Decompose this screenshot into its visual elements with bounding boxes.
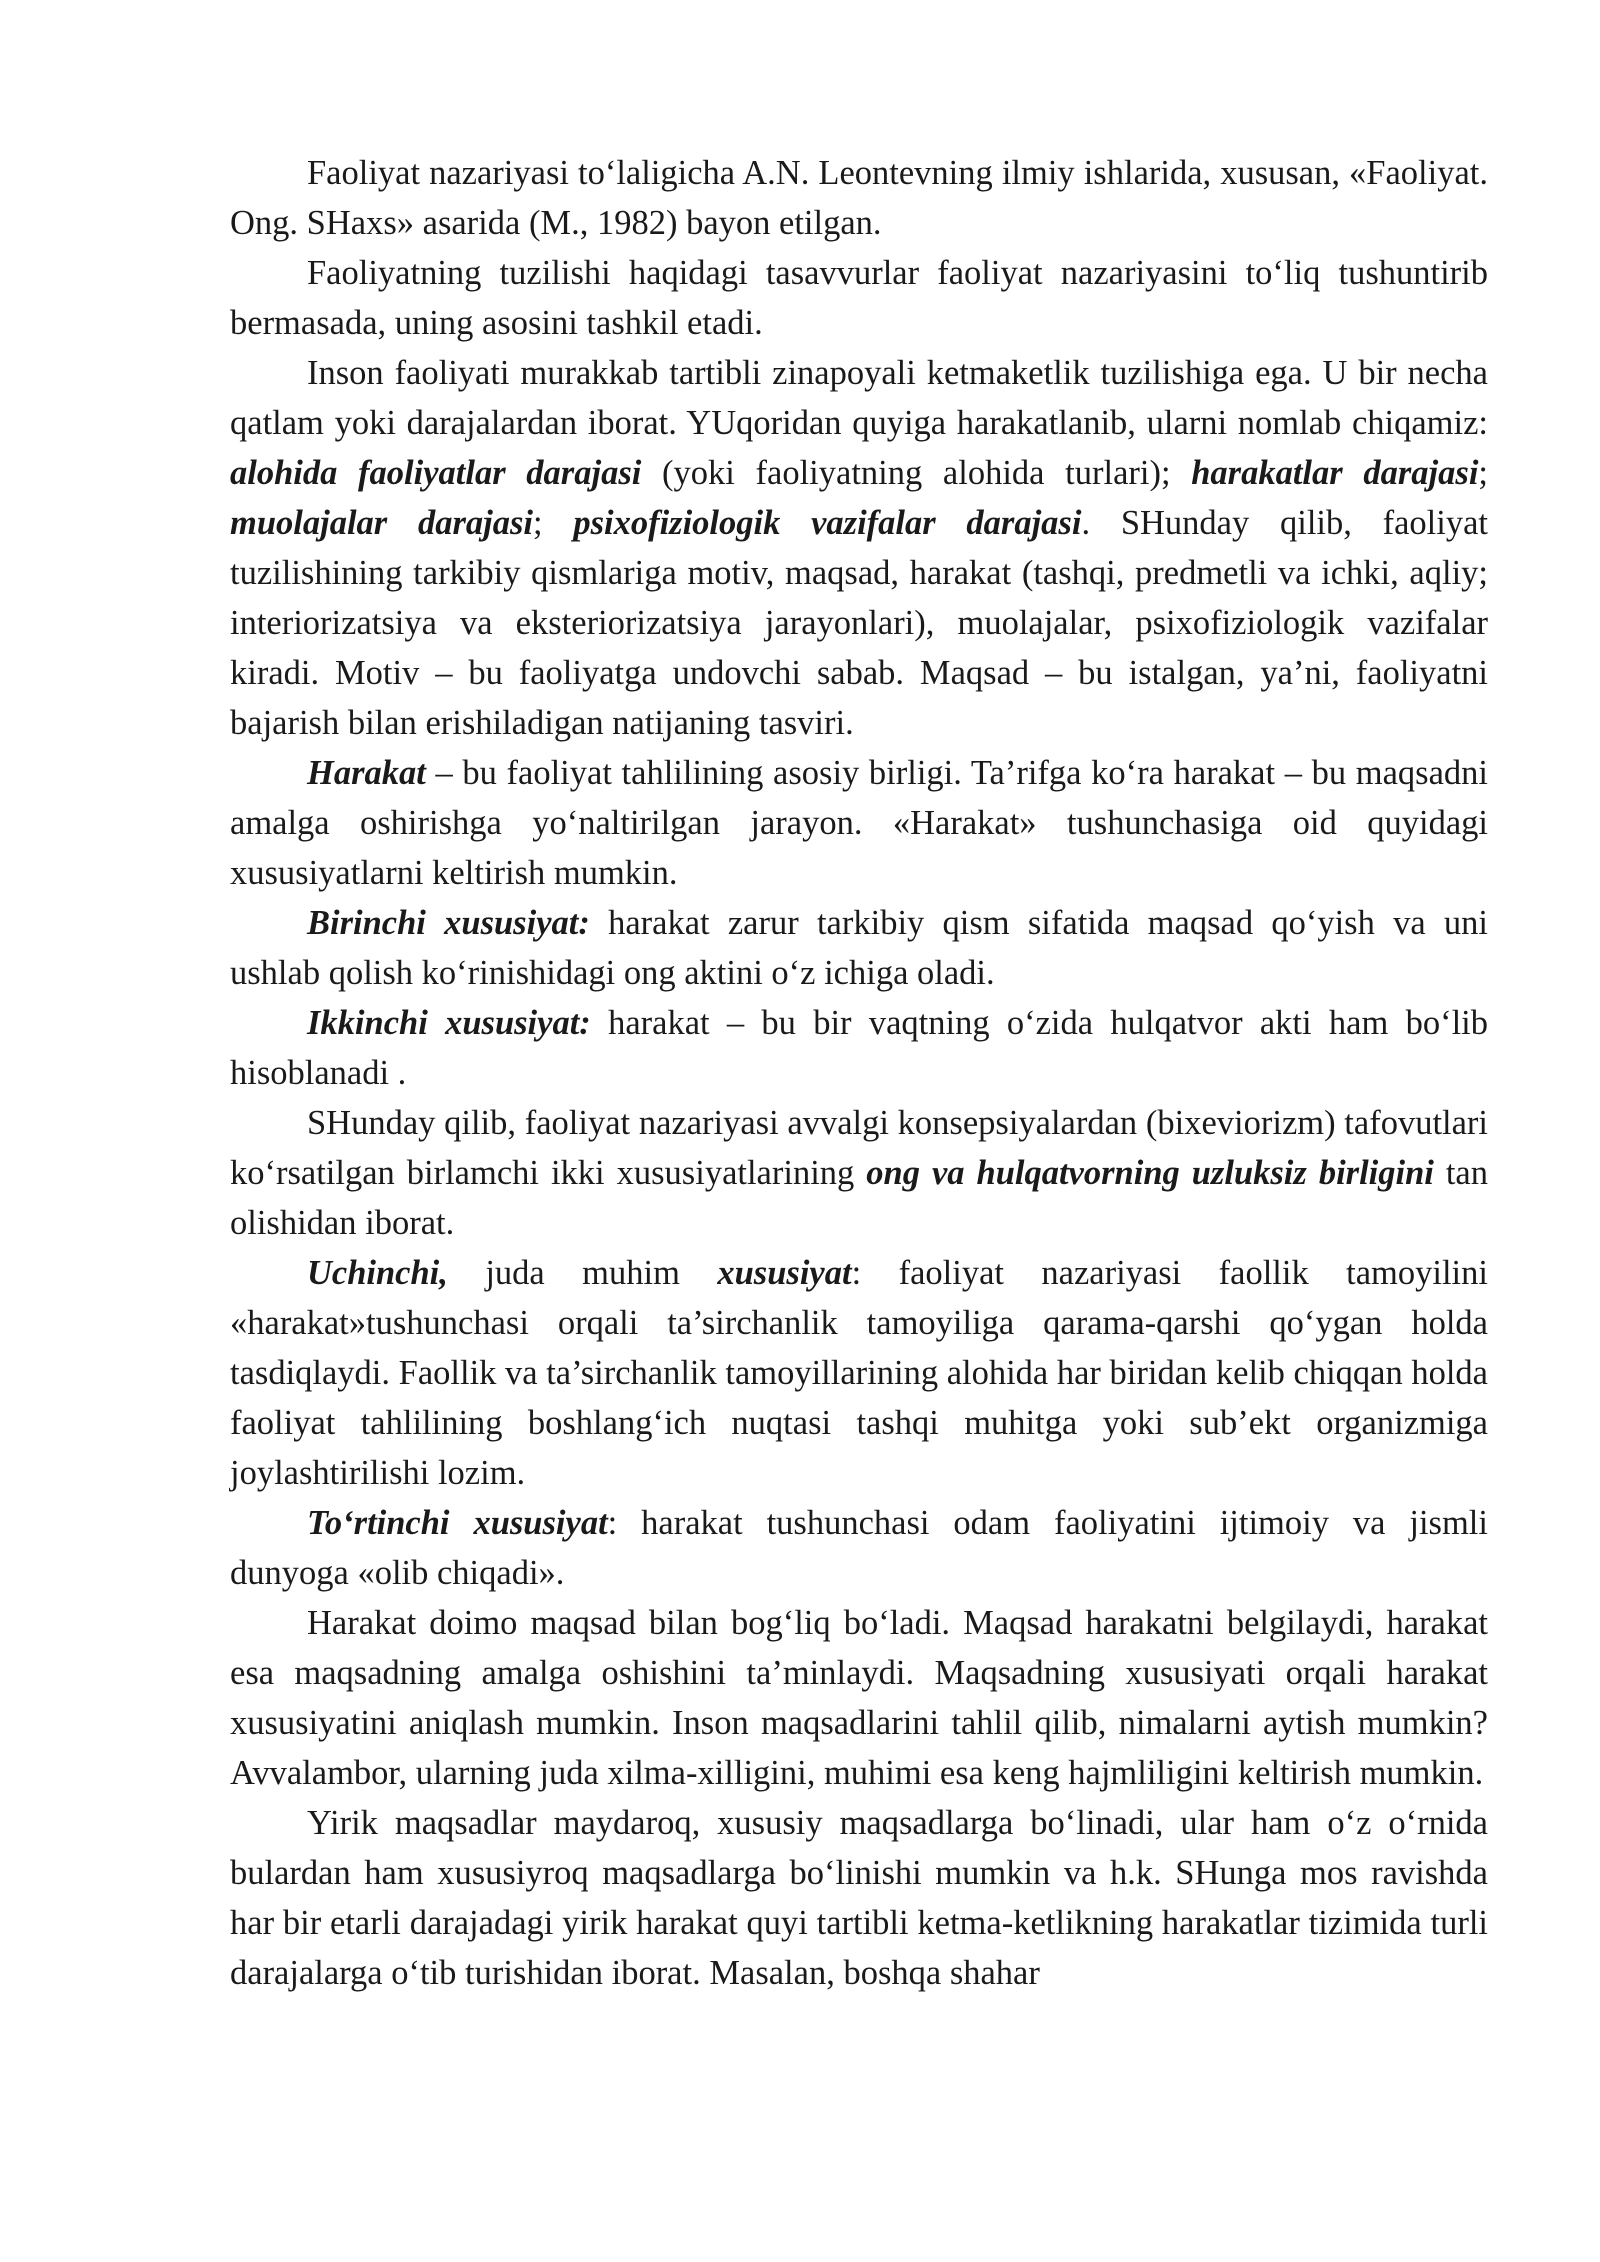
text-run: Faoliyat nazariyasi to‘laligicha A.N. Leontevning ilmiy ishlarida, xususan, «Faoliyat. Ong. SHaxs» asarida (M., 1982) bayon etilgan. <box>230 154 1488 242</box>
emphasis-term: To‘rtinchi xususiyat <box>307 1504 608 1542</box>
text-run: SHunday qilib, faoliyat nazariyasi avvalgi konsepsiyalardan (bixeviorizm) tafovutlari ko‘rsatilgan birlamchi ikki xususiyatlarining <box>230 1104 1488 1192</box>
text-run: ; <box>1478 454 1488 492</box>
paragraph <box>230 148 1488 248</box>
paragraph <box>230 748 1488 898</box>
text-run: : faoliyat nazariyasi faollik tamoyilini «harakat»tushunchasi orqali ta’sirchanlik tamoyiliga qarama-qarshi qo‘ygan holda tasdiqlaydi. Faollik va ta’sirchanlik tamoyillarining alohida har biridan kelib chiqqan holda faoliyat tahlilining boshlang‘ich nuqtasi tashqi muhitga yoki sub’ekt organizmiga joylashtirilishi lozim. <box>230 1254 1488 1492</box>
text-run: Inson faoliyati murakkab tartibli zinapoyali ketmaketlik tuzilishiga ega. U bir necha qatlam yoki darajalardan iborat. YUqoridan quyiga harakatlanib, ularni nomlab chiqamiz: <box>230 354 1488 442</box>
text-run: ; <box>532 504 574 542</box>
emphasis-term: Uchinchi, <box>307 1254 448 1292</box>
emphasis-term: alohida faoliyatlar darajasi <box>230 454 642 492</box>
text-run: Yirik maqsadlar maydaroq, xususiy maqsadlarga bo‘linadi, ular ham o‘z o‘rnida bulardan ham xususiyroq maqsadlarga bo‘linishi mumkin va h.k. SHunga mos ravishda har bir etarli darajadagi yirik harakat quyi tartibli ketma-ketlikning harakatlar tizimida turli darajalarga o‘tib turishidan iborat. Masalan, boshqa shahar <box>230 1804 1488 1992</box>
emphasis-term: harakatlar darajasi <box>1191 454 1479 492</box>
text-run: harakat zarur tarkibiy qism sifatida maqsad qo‘yish va uni ushlab qolish ko‘rinishidagi ong aktini o‘z ichiga oladi. <box>230 904 1488 992</box>
emphasis-term: muolajalar darajasi <box>230 504 533 542</box>
paragraph <box>230 1498 1488 1598</box>
text-run: Harakat doimo maqsad bilan bog‘liq bo‘ladi. Maqsad harakatni belgilaydi, harakat esa maqsadning amalga oshishini ta’minlaydi. Maqsadning xususiyati orqali harakat xususiyatini aniqlash mumkin. Inson maqsadlarini tahlil qilib, nimalarni aytish mumkin? Avvalambor, ularning juda xilma-xilligini, muhimi esa keng hajmliligini keltirish mumkin. <box>230 1604 1488 1792</box>
paragraph <box>230 1798 1488 1998</box>
paragraph <box>230 248 1488 348</box>
paragraph <box>230 1598 1488 1798</box>
document-page <box>230 148 1488 1998</box>
emphasis-term: Birinchi xususiyat: <box>307 904 590 942</box>
paragraph <box>230 348 1488 748</box>
text-run: tan olishidan iborat. <box>230 1154 1488 1242</box>
text-run: (yoki faoliyatning alohida turlari); <box>641 454 1192 492</box>
emphasis-term: ong va hulqatvorning uzluksiz birligini <box>866 1154 1434 1192</box>
emphasis-term: Harakat <box>307 754 426 792</box>
text-run: harakat – bu bir vaqtning o‘zida hulqatvor akti ham bo‘lib hisoblanadi . <box>230 1004 1489 1092</box>
text-run: : harakat tushunchasi odam faoliyatini ijtimoiy va jismli dunyoga «olib chiqadi». <box>230 1504 1488 1592</box>
text-run: . SHunday qilib, faoliyat tuzilishining tarkibiy qismlariga motiv, maqsad, harakat (tashqi, predmetli va ichki, aqliy; interiorizatsiya va eksteriorizatsiya jarayonlari), muolajalar, psixofiziologik vazifalar kiradi. Motiv – bu faoliyatga undovchi sabab. Maqsad – bu istalgan, ya’ni, faoliyatni bajarish bilan erishiladigan natijaning tasviri. <box>230 504 1488 742</box>
text-run: Faoliyatning tuzilishi haqidagi tasavvurlar faoliyat nazariyasini to‘liq tushuntirib bermasada, uning asosini tashkil etadi. <box>230 254 1488 342</box>
emphasis-term: Ikkinchi xususiyat: <box>307 1004 591 1042</box>
paragraph <box>230 898 1488 998</box>
paragraph <box>230 1098 1488 1248</box>
emphasis-term: psixofiziologik vazifalar darajasi <box>573 504 1082 542</box>
paragraph <box>230 1248 1488 1498</box>
emphasis-term: xususiyat <box>717 1254 852 1292</box>
text-run: juda muhim <box>447 1254 718 1292</box>
paragraph <box>230 998 1488 1098</box>
text-run: – bu faoliyat tahlilining asosiy birligi. Ta’rifga ko‘ra harakat – bu maqsadni amalga oshirishga yo‘naltirilgan jarayon. «Harakat» tushunchasiga oid quyidagi xususiyatlarni keltirish mumkin. <box>230 754 1488 892</box>
